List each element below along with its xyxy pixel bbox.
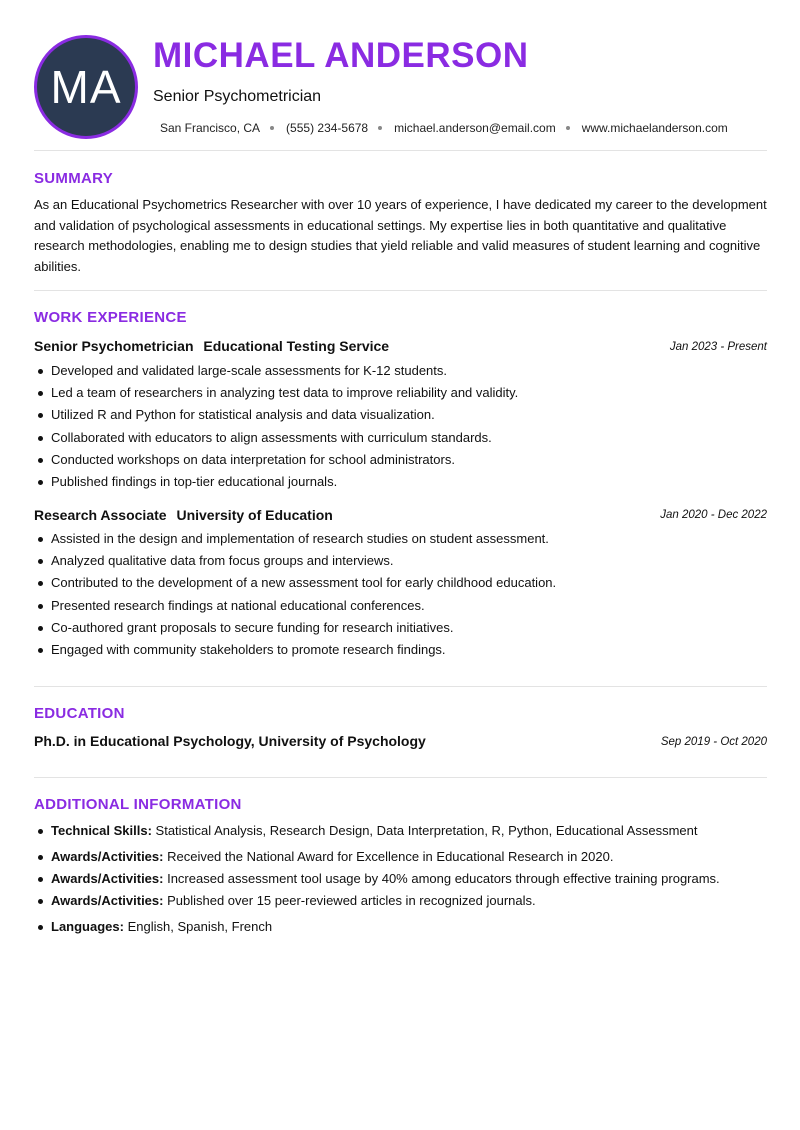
info-label: Awards/Activities: <box>51 893 164 908</box>
list-item <box>34 821 720 843</box>
list-item: Co-authored grant proposals to secure funding for research initiatives. <box>34 617 767 639</box>
contact-website[interactable]: www.michaelanderson.com <box>581 121 728 135</box>
list-item: Utilized R and Python for statistical analysis and data visualization. <box>34 404 767 426</box>
contact-bar <box>160 121 728 135</box>
separator-dot <box>566 126 570 130</box>
separator-dot <box>270 126 274 130</box>
job-org: Educational Testing Service <box>203 338 390 354</box>
job-bullets <box>34 528 767 661</box>
additional-info-list <box>34 821 720 939</box>
summary-text: As an Educational Psychometrics Researcher with over 10 years of experience, I have dedicated my career to the development and validation of psychological assessments in educational settings. My expertise lies in both quantitative and qualitative research methodologies, enabling me to design studies that yield reliable and valid measures of student learning and cognitive abilities. <box>34 197 767 274</box>
list-item: Collaborated with educators to align assessments with curriculum standards. <box>34 427 767 449</box>
contact-location: San Francisco, CA <box>160 121 261 135</box>
education-dates: Sep 2019 - Oct 2020 <box>660 736 767 748</box>
job-dates: Jan 2023 - Present <box>669 341 767 353</box>
divider <box>34 290 767 291</box>
list-item: Conducted workshops on data interpretation for school administrators. <box>34 449 767 471</box>
list-item: Presented research findings at national educational conferences. <box>34 595 767 617</box>
list-item: Assisted in the design and implementation of research studies on student assessment. <box>34 528 767 550</box>
info-text: Published over 15 peer-reviewed articles in recognized journals. <box>167 893 536 908</box>
info-text: Received the National Award for Excellence in Educational Research in 2020. <box>167 849 614 864</box>
job-bullets <box>34 360 767 493</box>
contact-email[interactable]: michael.anderson@email.com <box>394 121 556 135</box>
education-degree: Ph.D. in Educational Psychology, University of Psychology <box>34 733 426 749</box>
info-text: Statistical Analysis, Research Design, Data Interpretation, R, Python, Educational Assessment <box>155 823 698 838</box>
info-label: Technical Skills: <box>51 823 152 838</box>
avatar-initials: MA <box>50 61 122 113</box>
divider <box>34 150 767 151</box>
candidate-name: MICHAEL ANDERSON <box>153 36 529 75</box>
avatar <box>34 35 138 139</box>
info-text: English, Spanish, French <box>127 919 273 934</box>
list-item <box>34 847 720 869</box>
list-item: Engaged with community stakeholders to promote research findings. <box>34 639 767 661</box>
info-text: Increased assessment tool usage by 40% among educators through effective training programs. <box>167 871 720 886</box>
list-item <box>34 917 720 939</box>
work-experience-heading: WORK EXPERIENCE <box>34 309 187 326</box>
job-role: Senior Psychometrician <box>34 338 194 354</box>
contact-phone[interactable]: (555) 234-5678 <box>286 121 369 135</box>
list-item: Led a team of researchers in analyzing test data to improve reliability and validity. <box>34 382 767 404</box>
list-item <box>34 869 720 891</box>
education-heading: EDUCATION <box>34 705 125 722</box>
job-header <box>34 338 767 354</box>
job-dates: Jan 2020 - Dec 2022 <box>660 509 767 521</box>
list-item: Contributed to the development of a new assessment tool for early childhood education. <box>34 572 767 594</box>
summary-heading: SUMMARY <box>34 170 114 187</box>
list-item: Published findings in top-tier educational journals. <box>34 471 767 493</box>
separator-dot <box>378 126 382 130</box>
info-label: Awards/Activities: <box>51 849 164 864</box>
job-org: University of Education <box>176 507 333 523</box>
info-label: Languages: <box>51 919 124 934</box>
list-item <box>34 891 720 913</box>
list-item: Analyzed qualitative data from focus groups and interviews. <box>34 550 767 572</box>
job-header <box>34 507 767 523</box>
list-item: Developed and validated large-scale assessments for K-12 students. <box>34 360 767 382</box>
divider <box>34 777 767 778</box>
additional-info-heading: ADDITIONAL INFORMATION <box>34 796 242 813</box>
candidate-title: Senior Psychometrician <box>153 88 322 105</box>
divider <box>34 686 767 687</box>
job-role: Research Associate <box>34 507 167 523</box>
info-label: Awards/Activities: <box>51 871 164 886</box>
